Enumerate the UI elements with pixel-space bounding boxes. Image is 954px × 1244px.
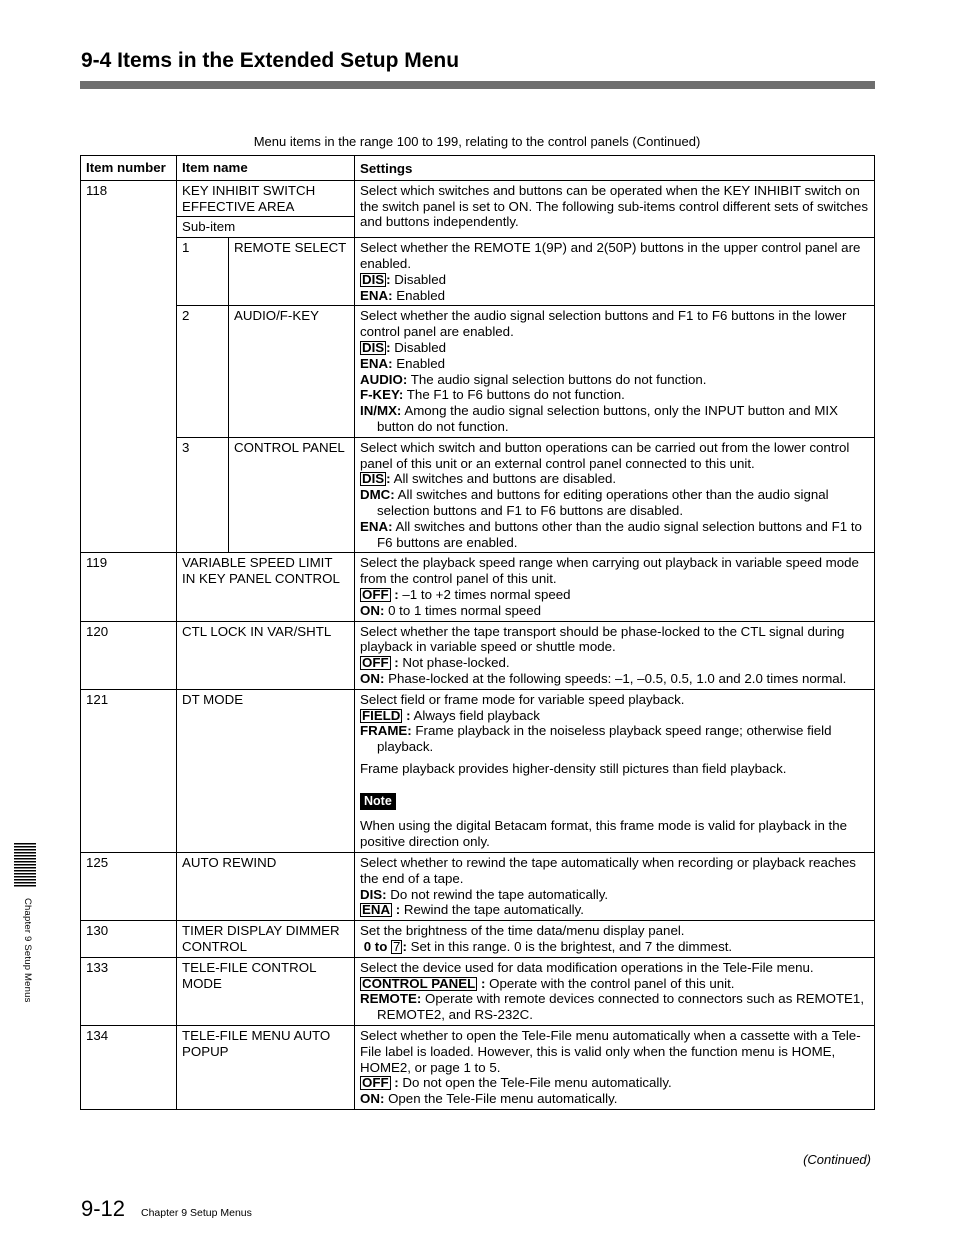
- item-settings: Select whether to open the Tele-File menu automatically when a cassette with a Tele-File label is loaded. However, this is valid only when the function menu is HOME, HOME2, or page 1 to 5. OFF : Do not open the Tele-File menu automatically. ON: Open the Tele-File menu automatically.: [355, 1026, 875, 1110]
- item-name-cell: [177, 180, 355, 237]
- default-option: OFF: [362, 655, 389, 671]
- subitem-settings: Select whether the REMOTE 1(9P) and 2(50P) buttons in the upper control panel are enabled. DIS : Disabled ENA: Enabled: [355, 238, 875, 306]
- item-settings: Set the brightness of the time data/menu display panel. 0 to 7 : Set in this range. 0 is the brightest, and 7 the dimmest.: [355, 921, 875, 958]
- table-row: [81, 621, 875, 689]
- table-row: [81, 306, 875, 437]
- item-settings: Select the device used for data modification operations in the Tele-File menu. CONTROL PANEL : Operate with the control panel of this unit. REMOTE: Operate with remote devices connected to connectors such as REMOTE1, REMOTE2, and RS-232C.: [355, 957, 875, 1025]
- header-item-name: Item name: [177, 156, 355, 181]
- item-name: CTL LOCK IN VAR/SHTL: [177, 621, 355, 689]
- item-number: 125: [81, 853, 177, 921]
- table-row: [81, 437, 875, 553]
- subitem-name: CONTROL PANEL: [229, 437, 355, 553]
- note-text: When using the digital Betacam format, this frame mode is valid for playback in the positive direction only.: [360, 818, 848, 850]
- item-settings: Select whether to rewind the tape automatically when recording or playback reaches the end of a tape. DIS: Do not rewind the tape automatically. ENA : Rewind the tape automatically.: [355, 853, 875, 921]
- item-name: DT MODE: [177, 689, 355, 852]
- item-number: 119: [81, 553, 177, 621]
- default-option: ENA: [362, 902, 391, 918]
- item-number: 130: [81, 921, 177, 958]
- item-number: 134: [81, 1026, 177, 1110]
- table-row: [81, 238, 875, 306]
- page-footer: Chapter 9 Setup Menus: [141, 1207, 252, 1219]
- subitem-number: 1: [177, 238, 229, 306]
- subitem-name: REMOTE SELECT: [229, 238, 355, 306]
- table-row: [81, 553, 875, 621]
- default-option: FIELD: [362, 707, 401, 723]
- chapter-side-tab: Chapter 9 Setup Menus: [22, 898, 33, 1003]
- item-name: TELE-FILE CONTROL MODE: [177, 957, 355, 1025]
- default-option: DIS: [362, 271, 385, 287]
- table-caption: Menu items in the range 100 to 199, relating to the control panels (Continued): [253, 134, 701, 149]
- item-number: 133: [81, 957, 177, 1025]
- subitem-settings: Select whether the audio signal selection buttons and F1 to F6 buttons in the lower control panel are enabled. DIS : Disabled ENA: Enabled AUDIO: The audio signal selection buttons do not function. F-KEY: The F1 to F6 buttons do not function. IN/MX: Among the audio signal selection buttons, only the INPUT button and MIX button do not function.: [355, 306, 875, 437]
- table-row: [81, 1026, 875, 1110]
- table-header-row: [81, 156, 875, 181]
- item-name: KEY INHIBIT SWITCH EFFECTIVE AREA: [182, 182, 316, 214]
- item-settings: Select the playback speed range when carrying out playback in variable speed mode from the control panel of this unit. OFF : –1 to +2 times normal speed ON: 0 to 1 times normal speed: [355, 553, 875, 621]
- chapter-tab-marker: [14, 843, 36, 887]
- table-row: [81, 957, 875, 1025]
- item-number: 120: [81, 621, 177, 689]
- header-item-number: Item number: [81, 156, 177, 181]
- subitem-settings: Select which switch and button operations can be carried out from the lower control panel of this unit or an external control panel connected to this unit. DIS : All switches and buttons are disabled. DMC: All switches and buttons for editing operations other than the audio signal selection buttons and F1 to F6 buttons are disabled. ENA: All switches and buttons other than the audio signal selection buttons and F1 to F6 buttons are enabled.: [355, 437, 875, 553]
- item-settings: Select field or frame mode for variable speed playback. FIELD : Always field playback FRAME: Frame playback in the noiseless playback speed range; otherwise field playback. Frame playback provides higher-density still pictures than field playback. Note When using the digital Betacam format, this frame mode is valid for playback in the positive direction only.: [355, 689, 875, 852]
- table-row: [81, 853, 875, 921]
- menu-items-table: [80, 155, 875, 1110]
- item-name: TELE-FILE MENU AUTO POPUP: [177, 1026, 355, 1110]
- continued-label: (Continued): [803, 1152, 871, 1167]
- table-row: [81, 921, 875, 958]
- item-name: TIMER DISPLAY DIMMER CONTROL: [177, 921, 355, 958]
- subitem-label: Sub-item: [177, 217, 354, 237]
- default-option: 7: [393, 939, 401, 955]
- page-title: 9-4 Items in the Extended Setup Menu: [81, 49, 460, 72]
- item-number: 121: [81, 689, 177, 852]
- table-row: [81, 180, 875, 237]
- subitem-number: 2: [177, 306, 229, 437]
- page-number: 9-12: [81, 1196, 126, 1221]
- title-rule: [80, 81, 875, 89]
- default-option: DIS: [362, 339, 385, 355]
- default-option: OFF: [362, 586, 389, 602]
- header-settings: Settings: [355, 156, 875, 181]
- item-number: 118: [81, 180, 177, 553]
- default-option: CONTROL PANEL: [362, 975, 476, 991]
- item-settings: Select whether the tape transport should be phase-locked to the CTL signal during playback in variable speed or shuttle mode. OFF : Not phase-locked. ON: Phase-locked at the following speeds: –1, –0.5, 0.5, 1.0 and 2.0 times normal.: [355, 621, 875, 689]
- item-settings: Select which switches and buttons can be operated when the KEY INHIBIT switch on the switch panel is set to ON. The following sub-items control different sets of switches and buttons independently.: [355, 180, 875, 237]
- table-row: [81, 689, 875, 852]
- default-option: DIS: [362, 471, 385, 487]
- item-name: AUTO REWIND: [177, 853, 355, 921]
- subitem-number: 3: [177, 437, 229, 553]
- item-name: VARIABLE SPEED LIMIT IN KEY PANEL CONTROL: [177, 553, 355, 621]
- note-label: Note: [360, 793, 396, 811]
- subitem-name: AUDIO/F-KEY: [229, 306, 355, 437]
- default-option: OFF: [362, 1075, 389, 1091]
